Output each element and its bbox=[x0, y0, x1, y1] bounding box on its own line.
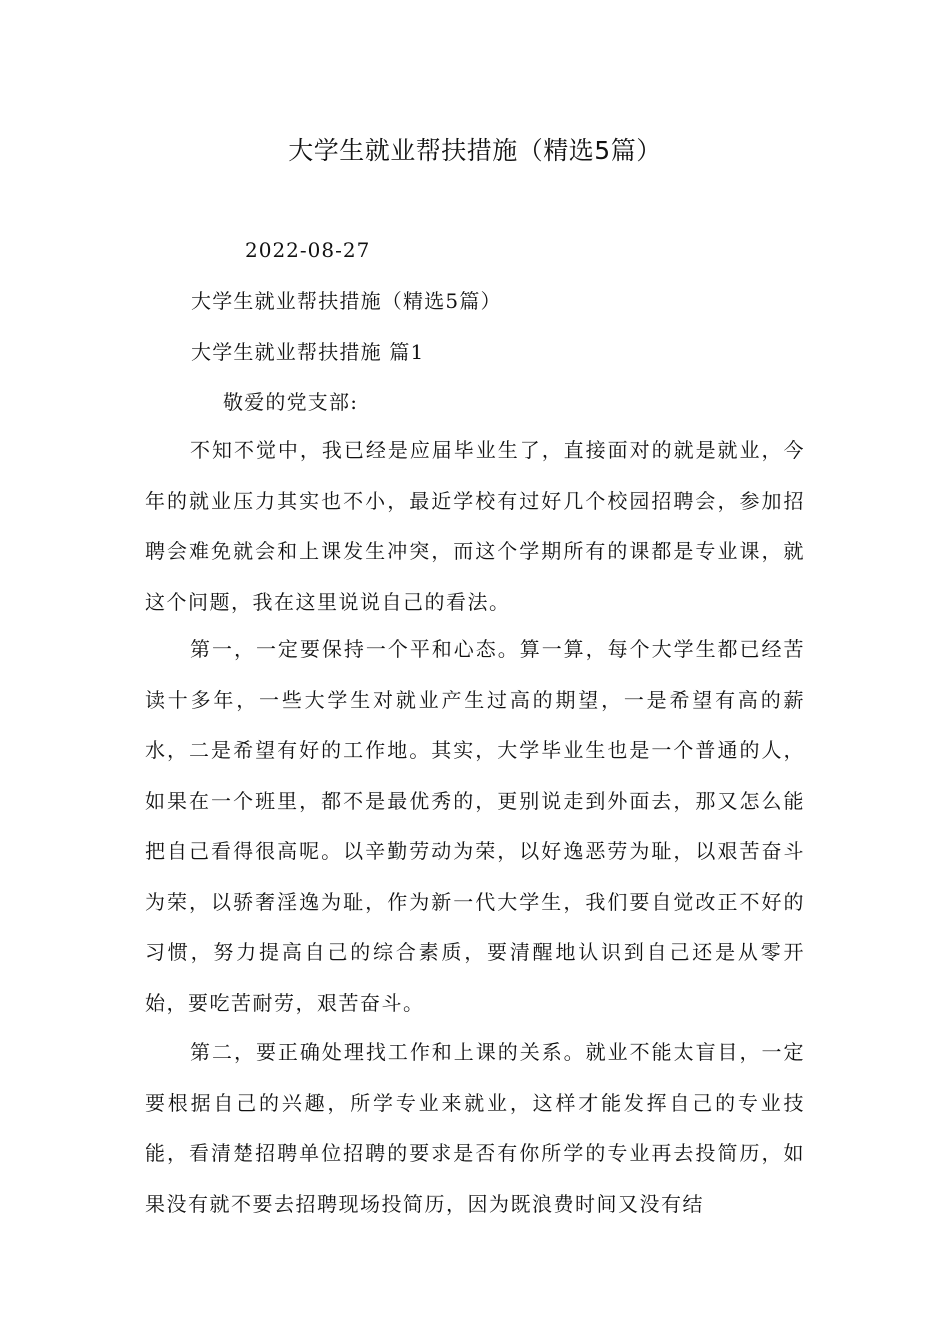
section-heading: 大学生就业帮扶措施 篇1 bbox=[191, 340, 425, 364]
document-subtitle: 大学生就业帮扶措施（精选5篇） bbox=[191, 289, 502, 313]
body-paragraph-2: 第一，一定要保持一个平和心态。算一算，每个大学生都已经苦读十多年，一些大学生对就业产生过高的期望，一是希望有高的薪水，二是希望有好的工作地。其实，大学毕业生也是一个普通的人，如果在一个班里，都不是最优秀的，更别说走到外面去，那又怎么能把自己看得很高呢。以辛勤劳动为荣，以好逸恶劳为耻，以艰苦奋斗为荣，以骄奢淫逸为耻，作为新一代大学生，我们要自觉改正不好的习惯，努力提高自己的综合素质，要清醒地认识到自己还是从零开始，要吃苦耐劳，艰苦奋斗。 bbox=[145, 637, 805, 1015]
salutation: 敬爱的党支部: bbox=[223, 390, 359, 414]
document-title: 大学生就业帮扶措施（精选5篇） bbox=[288, 136, 662, 165]
body-paragraph-3: 第二，要正确处理找工作和上课的关系。就业不能太盲目，一定要根据自己的兴趣，所学专业来就业，这样才能发挥自己的专业技能，看清楚招聘单位招聘的要求是否有你所学的专业再去投简历，如果没有就不要去招聘现场投简历，因为既浪费时间又没有结 bbox=[145, 1040, 805, 1216]
document-date: 2022-08-27 bbox=[245, 238, 371, 262]
body-paragraph-1: 不知不觉中，我已经是应届毕业生了，直接面对的就是就业，今年的就业压力其实也不小，最近学校有过好几个校园招聘会，参加招聘会难免就会和上课发生冲突，而这个学期所有的课都是专业课，就这个问题，我在这里说说自己的看法。 bbox=[145, 438, 805, 614]
